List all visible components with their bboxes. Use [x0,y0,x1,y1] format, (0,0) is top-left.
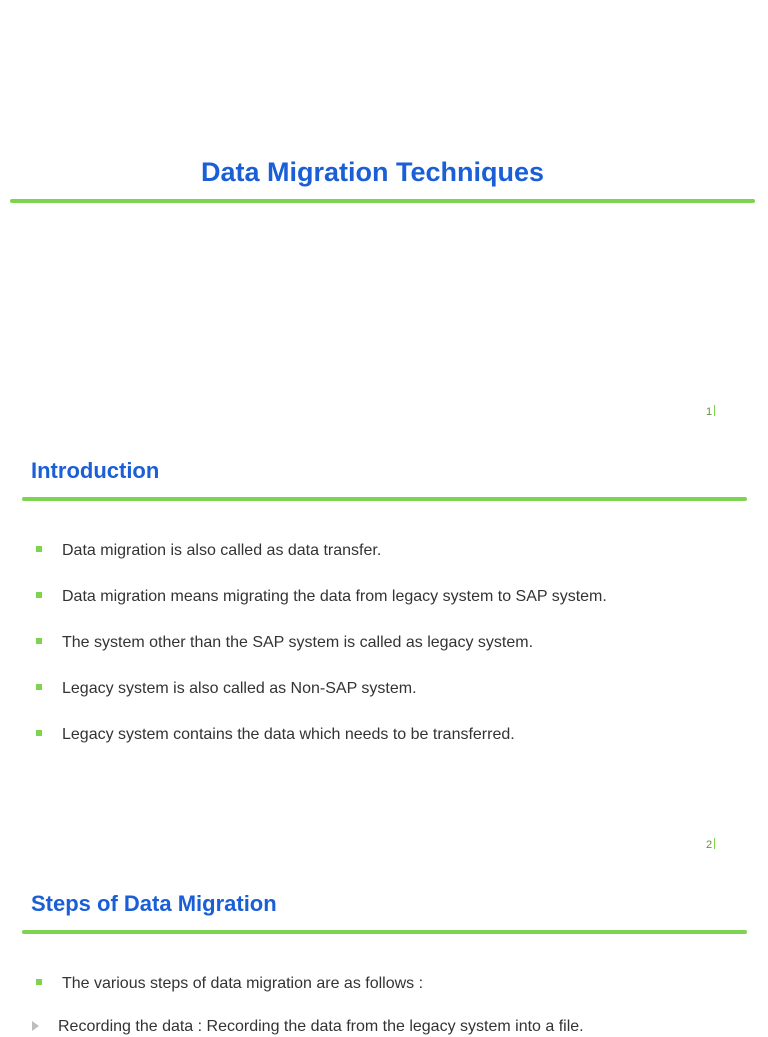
square-bullet-icon [36,730,42,736]
square-bullet-icon [36,979,42,985]
square-bullet-icon [36,592,42,598]
slide-3 [0,863,768,1035]
bullet-text: Legacy system contains the data which needs to be transferred. [62,726,515,743]
bullet-text: Data migration is also called as data transfer. [62,542,382,559]
square-bullet-icon [36,546,42,552]
list-item [36,725,607,745]
bullet-text: Legacy system is also called as Non-SAP system. [62,680,417,697]
slide-1-title: Data Migration Techniques [200,157,545,187]
page-number-divider [714,405,715,416]
slide-2-page-number-text: 2 [706,839,713,851]
slide-2-title: Introduction [31,458,160,483]
list-item [36,679,607,699]
slide-2-bullet-list [36,541,607,745]
bullet-text: The system other than the SAP system is called as legacy system. [62,634,534,651]
square-bullet-icon [36,684,42,690]
list-item [36,541,607,561]
list-item [36,974,423,994]
list-item [36,633,607,653]
slide-2-page-number [706,838,715,851]
slide-2-title-rule [22,497,747,501]
slide-2 [0,430,768,863]
bullet-text: Data migration means migrating the data from legacy system to SAP system. [62,588,607,605]
slide-1-title-rule [10,199,755,203]
slide-1-page-number-text: 1 [706,406,713,418]
slide-1-page-number [706,405,715,418]
square-bullet-icon [36,638,42,644]
slide-3-title: Steps of Data Migration [31,891,277,916]
bullet-text: Recording the data : Recording the data from the legacy system into a file. [58,1018,584,1035]
bullet-text: The various steps of data migration are as follows : [62,975,424,992]
arrow-bullet-icon [32,1021,39,1031]
slide-3-title-rule [22,930,747,934]
list-item [32,1017,584,1037]
list-item [36,587,607,607]
page-number-divider [714,838,715,849]
slide-3-bullet-list [36,974,423,994]
slide-3-sub-bullet-list [32,1017,584,1037]
slide-1 [0,0,768,430]
